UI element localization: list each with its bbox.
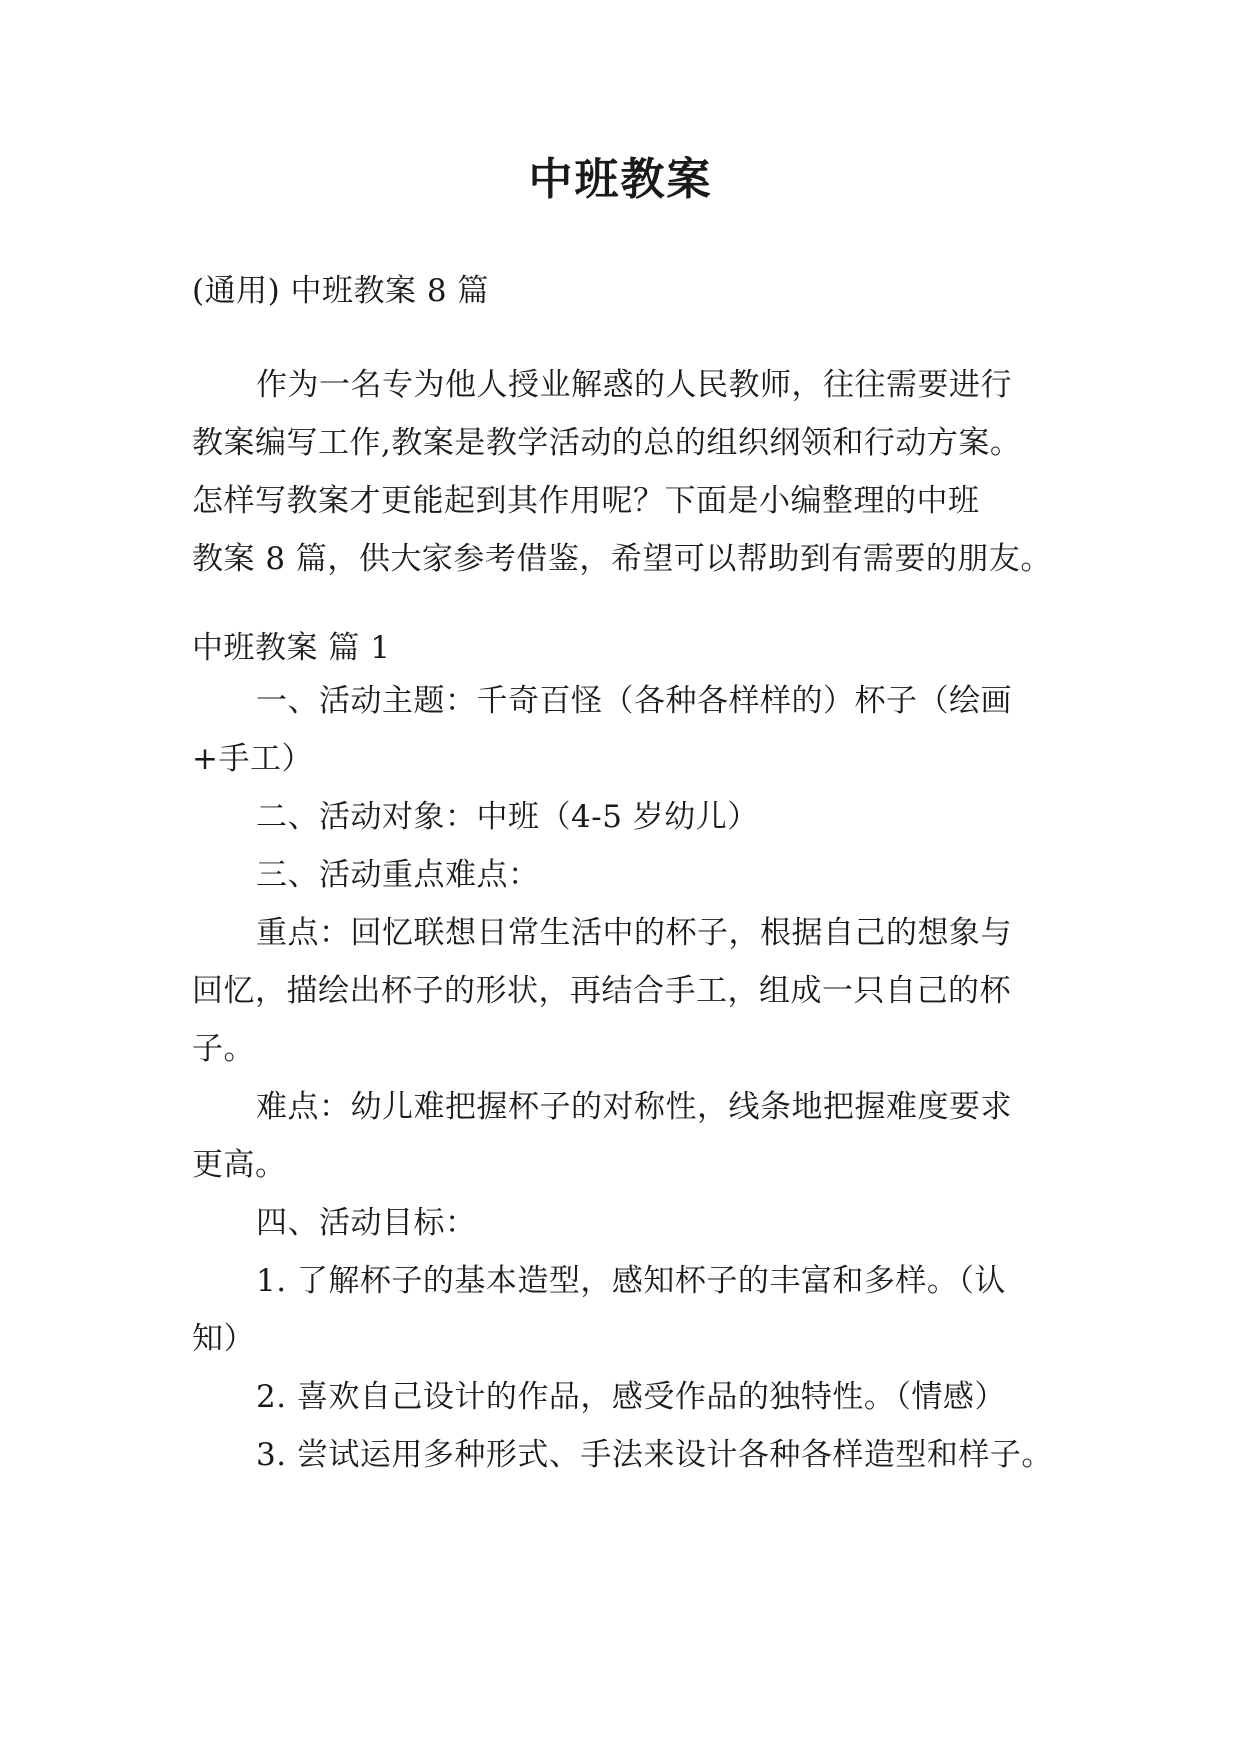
- body-line: 知）: [192, 1321, 255, 1357]
- body-line: 三、活动重点难点：: [256, 857, 540, 893]
- section-body: [192, 672, 1052, 1484]
- intro-line: 作为一名专为他人授业解惑的人民教师，往往需要进行: [256, 367, 1012, 403]
- body-line: 二、活动对象：中班（4-5 岁幼儿）: [256, 799, 759, 835]
- intro-paragraph: [192, 356, 1052, 588]
- body-line: 1. 了解杯子的基本造型，感知杯子的丰富和多样。（认: [256, 1263, 1006, 1299]
- body-line: 2. 喜欢自己设计的作品，感受作品的独特性。（情感）: [256, 1379, 1006, 1415]
- document-subtitle: [192, 262, 1052, 320]
- section-heading: [192, 619, 1052, 677]
- body-line: 四、活动目标：: [256, 1205, 477, 1241]
- section-heading-text: 中班教案 篇 1: [192, 630, 391, 666]
- body-line: 子。: [192, 1031, 255, 1067]
- body-line: 更高。: [192, 1147, 287, 1183]
- body-line: 回忆，描绘出杯子的形状，再结合手工，组成一只自己的杯: [192, 973, 1011, 1009]
- body-line: 3. 尝试运用多种形式、手法来设计各种各样造型和样子。: [256, 1437, 1053, 1473]
- body-line: 难点：幼儿难把握杯子的对称性，线条地把握难度要求: [256, 1089, 1012, 1125]
- intro-line: 教案编写工作,教案是教学活动的总的组织纲领和行动方案。: [192, 425, 1022, 461]
- page-title: 中班教案: [528, 154, 713, 205]
- intro-line: 教案 8 篇，供大家参考借鉴，希望可以帮助到有需要的朋友。: [192, 541, 1052, 577]
- body-line: 重点：回忆联想日常生活中的杯子，根据自己的想象与: [256, 915, 1012, 951]
- body-line: 一、活动主题：千奇百怪（各种各样样的）杯子（绘画: [256, 683, 1012, 719]
- body-line: +手工）: [192, 741, 313, 777]
- intro-line: 怎样写教案才更能起到其作用呢？下面是小编整理的中班: [192, 483, 980, 519]
- subtitle-line: (通用) 中班教案 8 篇: [192, 273, 489, 309]
